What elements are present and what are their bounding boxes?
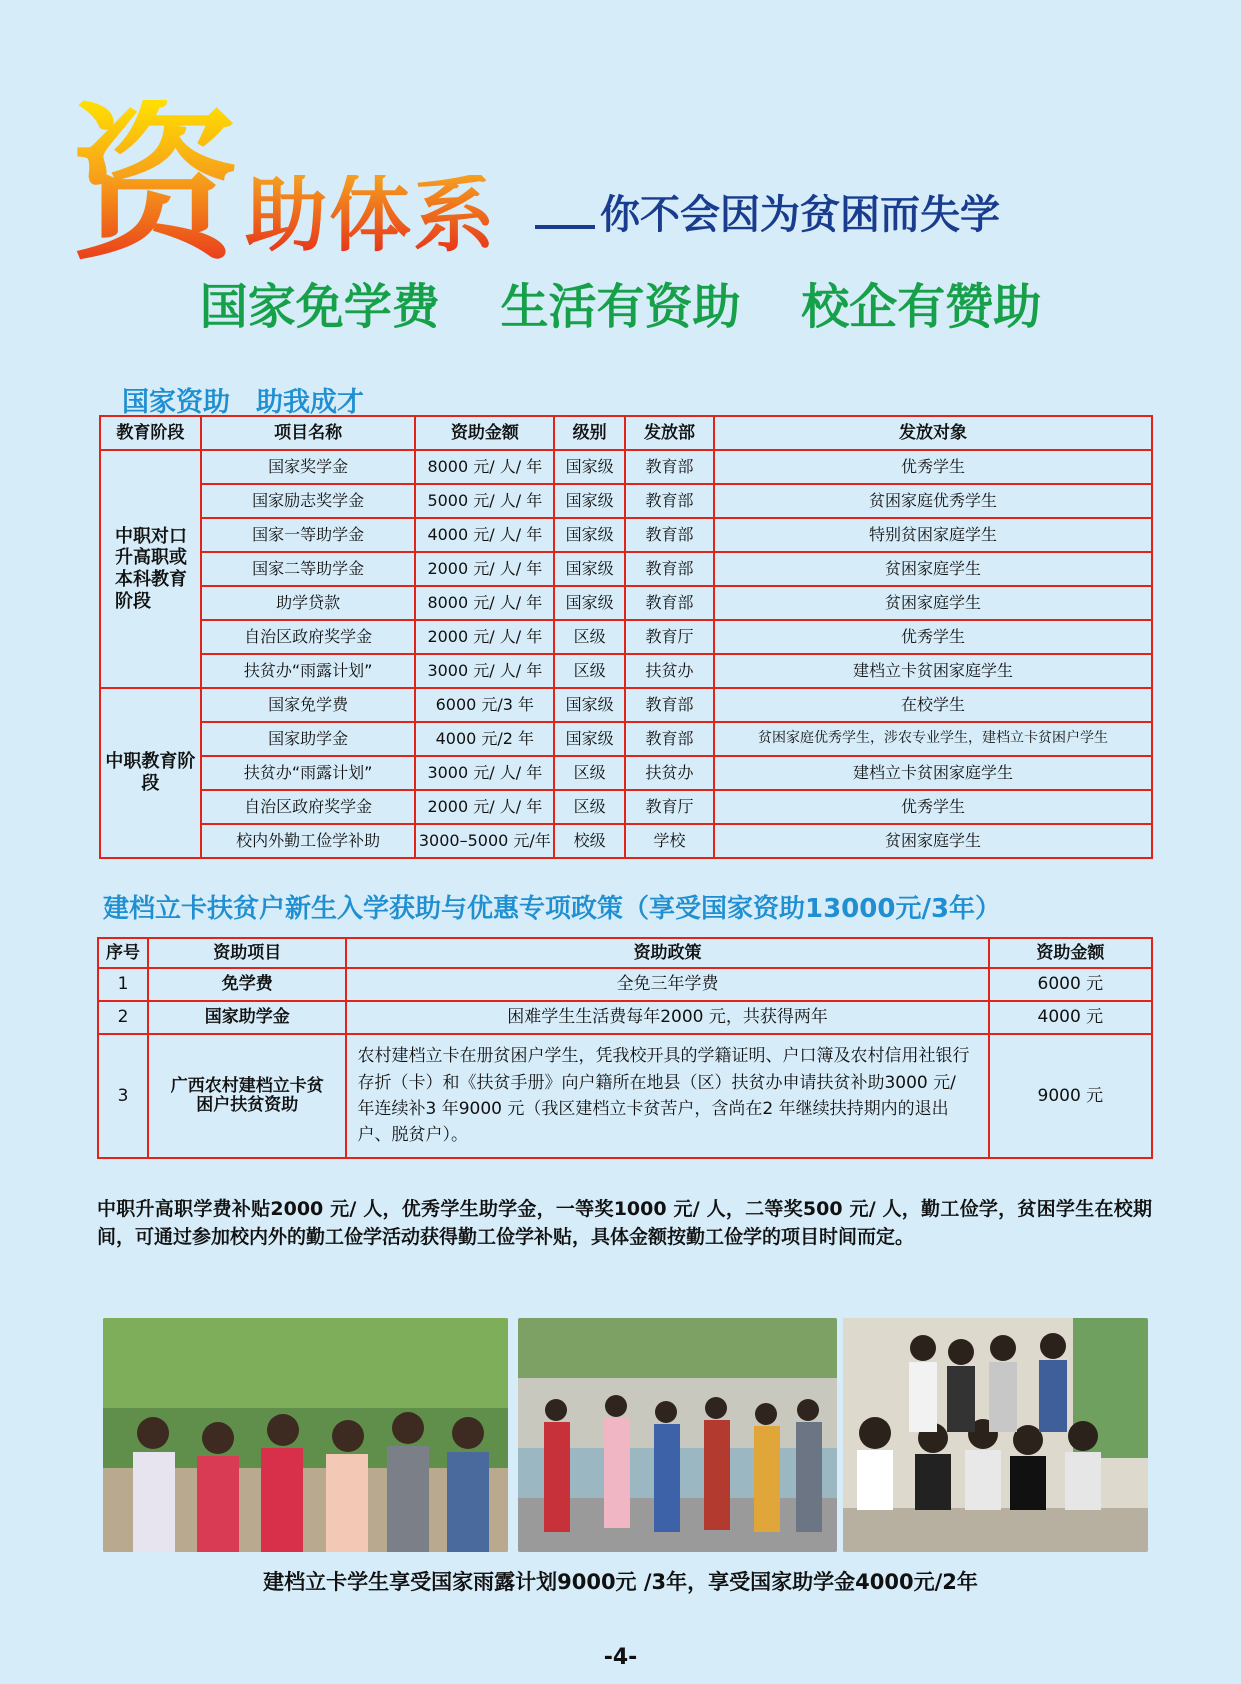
section-heading-a: 国家资助: [122, 387, 230, 418]
table-cell: 5000 元/ 人/ 年: [415, 484, 554, 518]
table-cell: 教育厅: [625, 790, 714, 824]
table-cell: 2000 元/ 人/ 年: [415, 552, 554, 586]
table-cell: 在校学生: [714, 688, 1152, 722]
table-cell: 贫困家庭学生: [714, 824, 1152, 858]
table-cell: 国家级: [554, 688, 625, 722]
table-cell: 扶贫办: [625, 756, 714, 790]
table-cell: 国家级: [554, 484, 625, 518]
table-cell: 区级: [554, 654, 625, 688]
header-cell: 资助项目: [148, 938, 346, 968]
stage-cell: 中职教育阶段: [100, 688, 201, 858]
table-cell: 国家助学金: [148, 1001, 346, 1034]
title-big-char: 资: [70, 86, 241, 284]
table-cell: 国家奖学金: [201, 450, 416, 484]
header-cell: 教育阶段: [100, 416, 201, 450]
table-cell: 6000 元/3 年: [415, 688, 554, 722]
table-cell: 学校: [625, 824, 714, 858]
stage-cell: 中职对口升高职或本科教育阶段: [100, 450, 201, 688]
body-paragraph: 中职升高职学费补贴2000 元/ 人，优秀学生助学金，一等奖1000 元/ 人，二等奖500 元/ 人，勤工俭学，贫困学生在校期间，可通过参加校内外的勤工俭学活动获得勤工俭学补贴，具体金额按勤工俭学的项目时间而定。: [97, 1198, 1152, 1248]
table-row: [100, 518, 1152, 552]
table-row: [100, 620, 1152, 654]
table-cell: 9000 元: [989, 1034, 1152, 1158]
table-row: [100, 824, 1152, 858]
slogan-1: 国家免学费: [199, 279, 440, 335]
table-cell: 建档立卡贫困家庭学生: [714, 654, 1152, 688]
photo-students-1: [103, 1318, 508, 1552]
table-row: [100, 756, 1152, 790]
table-row: [100, 450, 1152, 484]
section-heading-b: 助我成才: [256, 387, 364, 418]
section-heading-national-aid: [122, 380, 364, 419]
title-text: 助体系: [245, 168, 498, 263]
table-cell: 2000 元/ 人/ 年: [415, 790, 554, 824]
table-cell: 贫困家庭优秀学生，涉农专业学生，建档立卡贫困户学生: [714, 722, 1152, 756]
table-cell: 8000 元/ 人/ 年: [415, 450, 554, 484]
table-cell: 国家级: [554, 518, 625, 552]
photo-caption: 建档立卡学生享受国家雨露计划9000元 /3年，享受国家助学金4000元/2年: [263, 1570, 978, 1594]
table-row: [100, 722, 1152, 756]
table-header-row: [98, 938, 1152, 968]
table-cell: 校级: [554, 824, 625, 858]
table-row: [100, 790, 1152, 824]
table-cell: 优秀学生: [714, 450, 1152, 484]
table-cell: 优秀学生: [714, 620, 1152, 654]
table-row: [100, 552, 1152, 586]
table-cell: 1: [98, 968, 148, 1001]
header-cell: 序号: [98, 938, 148, 968]
table-header-row: [100, 416, 1152, 450]
table-row: [98, 1001, 1152, 1034]
table-cell: 优秀学生: [714, 790, 1152, 824]
table-cell: 扶贫办“雨露计划”: [201, 654, 416, 688]
table-cell: 助学贷款: [201, 586, 416, 620]
title-dash: [535, 225, 595, 229]
header-cell: 发放部: [625, 416, 714, 450]
table-cell: 教育部: [625, 450, 714, 484]
table-cell: 区级: [554, 620, 625, 654]
table-row: [100, 586, 1152, 620]
slogan-3: 校企有赞助: [801, 279, 1042, 335]
table-cell: 教育部: [625, 688, 714, 722]
table-cell: 教育部: [625, 484, 714, 518]
table-cell: 4000 元/ 人/ 年: [415, 518, 554, 552]
table-cell: 国家励志奖学金: [201, 484, 416, 518]
header-cell: 资助金额: [989, 938, 1152, 968]
table-row: [100, 654, 1152, 688]
table-cell: 3000 元/ 人/ 年: [415, 756, 554, 790]
table-cell: 校内外勤工俭学补助: [201, 824, 416, 858]
table-cell: 4000 元: [989, 1001, 1152, 1034]
header-cell: 资助金额: [415, 416, 554, 450]
table-cell: 3: [98, 1034, 148, 1158]
table-cell: 2000 元/ 人/ 年: [415, 620, 554, 654]
table-cell: 贫困家庭学生: [714, 552, 1152, 586]
header-cell: 发放对象: [714, 416, 1152, 450]
table-cell: 全免三年学费: [346, 968, 988, 1001]
subtitle: 你不会因为贫困而失学: [600, 192, 1000, 238]
table-cell: 教育部: [625, 586, 714, 620]
table-cell: 3000–5000 元/年: [415, 824, 554, 858]
page-number: -4-: [603, 1645, 638, 1670]
table-row: [98, 1034, 1152, 1158]
table-cell: 扶贫办“雨露计划”: [201, 756, 416, 790]
table-row: [100, 688, 1152, 722]
table-cell: 教育厅: [625, 620, 714, 654]
header-cell: 资助政策: [346, 938, 988, 968]
poverty-policy-table: [97, 937, 1153, 1159]
table-cell: 国家级: [554, 722, 625, 756]
table-cell: 国家级: [554, 450, 625, 484]
photo-students-3: [843, 1318, 1148, 1552]
table-cell: 6000 元: [989, 968, 1152, 1001]
table-row: [98, 968, 1152, 1001]
table-cell: 建档立卡贫困家庭学生: [714, 756, 1152, 790]
table-cell: 免学费: [148, 968, 346, 1001]
header-cell: 级别: [554, 416, 625, 450]
table-cell: 广西农村建档立卡贫困户扶贫资助: [148, 1034, 346, 1158]
table-cell: 教育部: [625, 518, 714, 552]
table-cell: 8000 元/ 人/ 年: [415, 586, 554, 620]
slogan-2: 生活有资助: [500, 279, 741, 335]
table-cell: 国家级: [554, 552, 625, 586]
table-cell: 区级: [554, 790, 625, 824]
table-cell: 教育部: [625, 722, 714, 756]
table-cell: 国家级: [554, 586, 625, 620]
table-cell: 困难学生生活费每年2000 元，共获得两年: [346, 1001, 988, 1034]
table-cell: 教育部: [625, 552, 714, 586]
table-cell: 4000 元/2 年: [415, 722, 554, 756]
table-cell: 3000 元/ 人/ 年: [415, 654, 554, 688]
table-cell: 自治区政府奖学金: [201, 790, 416, 824]
table-cell: 国家二等助学金: [201, 552, 416, 586]
section-heading-poverty-policy: 建档立卡扶贫户新生入学获助与优惠专项政策（享受国家资助13000元/3年）: [103, 894, 1002, 924]
table-cell: 贫困家庭优秀学生: [714, 484, 1152, 518]
table-row: [100, 484, 1152, 518]
table-cell: 国家一等助学金: [201, 518, 416, 552]
table-cell: 2: [98, 1001, 148, 1034]
table-cell: 农村建档立卡在册贫困户学生，凭我校开具的学籍证明、户口簿及农村信用社银行存折（卡）和《扶贫手册》向户籍所在地县（区）扶贫办申请扶贫补助3000 元/ 年连续补3 年9000 元（我区建档立卡贫苦户，含尚在2 年继续扶持期内的退出户、脱贫户）。: [346, 1034, 988, 1158]
photo-students-2: [518, 1318, 837, 1552]
table-cell: 自治区政府奖学金: [201, 620, 416, 654]
header-cell: 项目名称: [201, 416, 416, 450]
table-cell: 扶贫办: [625, 654, 714, 688]
table-cell: 国家免学费: [201, 688, 416, 722]
national-aid-table: [99, 415, 1153, 859]
table-cell: 贫困家庭学生: [714, 586, 1152, 620]
slogan-line: [0, 279, 1241, 335]
table-cell: 区级: [554, 756, 625, 790]
table-cell: 特别贫困家庭学生: [714, 518, 1152, 552]
table-cell: 国家助学金: [201, 722, 416, 756]
